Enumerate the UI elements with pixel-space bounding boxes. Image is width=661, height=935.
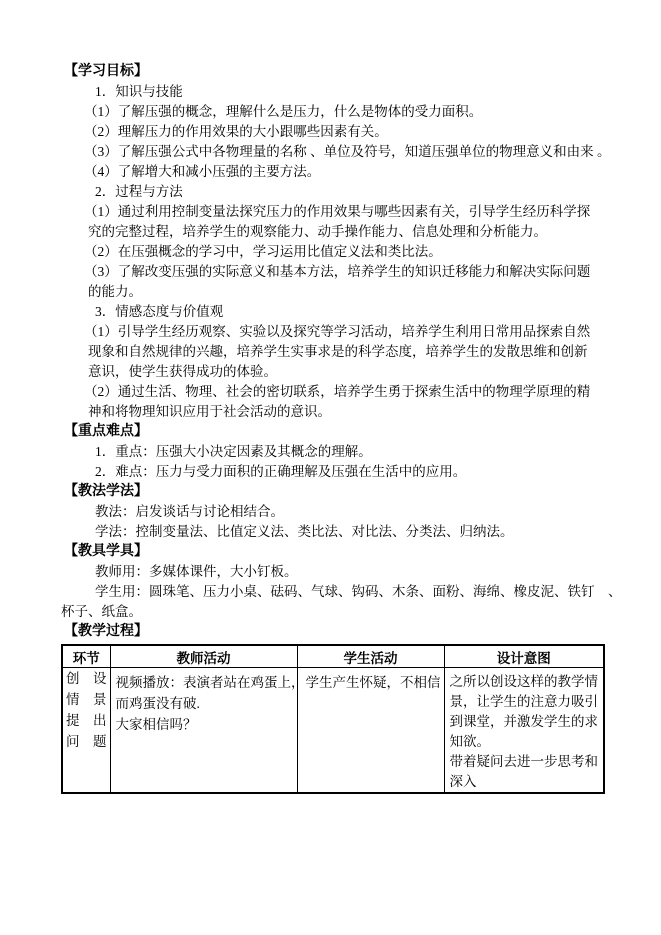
document-text-line: 学生用：圆珠笔、压力小桌、砝码、气球、钩码、木条、面粉、海绵、橡皮泥、铁钉 、	[95, 584, 622, 599]
document-text-line: 杯子、纸盒。	[61, 604, 142, 619]
document-text-line: 教师用：多媒体课件，大小钉板。	[95, 564, 298, 579]
stage-cell	[62, 668, 110, 794]
stage-text-line: 问 题	[66, 734, 107, 749]
stage-text	[63, 668, 110, 752]
table-header-row	[62, 645, 604, 668]
document-text-line: 究的完整过程，培养学生的观察能力、动手操作能力、信息处理和分析能力。	[88, 224, 547, 239]
design-intent-line: 知欲。	[449, 734, 490, 749]
document-text-line: 的能力。	[88, 284, 142, 299]
document-text-line: 学法：控制变量法、比值定义法、类比法、对比法、分类法、归纳法。	[95, 524, 514, 539]
table-header-intent: 设计意图	[444, 645, 604, 668]
document-text-line: 神和将物理知识应用于社会活动的意识。	[88, 404, 331, 419]
document-text-line: 3．情感态度与价值观	[95, 304, 224, 319]
table-header-teacher: 教师活动	[110, 645, 297, 668]
teacher-activity-line: 视频播放：表演者站在鸡蛋上，	[115, 675, 305, 690]
teacher-activity-text	[111, 668, 305, 735]
document-text-line: （3）了解改变压强的实际意义和基本方法，培养学生的知识迁移能力和解决实际问题	[84, 264, 591, 279]
document-text-line: 1．重点：压强大小决定因素及其概念的理解。	[95, 444, 372, 459]
stage-text-line: 提 出	[66, 713, 107, 728]
table-row	[62, 668, 604, 794]
teacher-activity-line: 而鸡蛋没有破.	[115, 696, 200, 711]
document-text-line: （1）引导学生经历观察、实验以及探究等学习活动，培养学生利用日常用品探索自然	[84, 324, 591, 339]
document-text-line: 【教法学法】	[64, 484, 148, 499]
document-body	[0, 62, 661, 642]
document-text-line: 1．知识与技能	[95, 84, 183, 99]
teacher-activity-cell	[110, 668, 305, 794]
design-intent-line: 到课堂，并激发学生的求	[449, 714, 598, 729]
document-text-line: 意识，使学生获得成功的体验。	[88, 364, 277, 379]
document-text-line: 教法：启发谈话与讨论相结合。	[95, 504, 284, 519]
design-intent-line: 景，让学生的注意力吸引	[449, 694, 598, 709]
student-activity-line: 学生产生怀疑，不相信	[305, 675, 441, 690]
document-text-line: （2）通过生活、物理、社会的密切联系，培养学生勇于探索生活中的物理学原理的精	[84, 384, 591, 399]
design-intent-line: 深入	[449, 774, 477, 789]
document-text-line: 【重点难点】	[64, 424, 148, 439]
table-header-student: 学生活动	[297, 645, 444, 668]
document-text-line: 2．过程与方法	[95, 184, 183, 199]
teacher-activity-line: 大家相信吗？	[115, 717, 197, 732]
design-intent-text	[445, 668, 604, 792]
document-text-line: （2）理解压力的作用效果的大小跟哪些因素有关。	[84, 124, 388, 139]
document-text-line: 【学习目标】	[64, 64, 148, 79]
stage-text-line: 情 景	[66, 692, 107, 707]
document-text-line: （3）了解压强公式中各物理量的名称 、单位及符号，知道压强单位的物理意义和由来 。	[84, 144, 611, 159]
document-text-line: （1）了解压强的概念，理解什么是压力，什么是物体的受力面积。	[84, 104, 483, 119]
document-text-line: （4）了解增大和减小压强的主要方法。	[84, 164, 321, 179]
stage-text-line: 创 设	[66, 671, 107, 686]
document-text-line: （1）通过利用控制变量法探究压力的作用效果与哪些因素有关，引导学生经历科学探	[84, 204, 591, 219]
document-text-line: 【教学过程】	[64, 624, 148, 639]
document-text-line: 现象和自然规律的兴趣，培养学生实事求是的科学态度，培养学生的发散思维和创新	[88, 344, 588, 359]
student-activity-text	[298, 668, 444, 693]
student-activity-cell	[297, 668, 444, 794]
document-text-line: （2）在压强概念的学习中，学习运用比值定义法和类比法。	[84, 244, 442, 259]
table-header-stage: 环节	[62, 645, 110, 668]
design-intent-line: 之所以创设这样的教学情	[449, 674, 598, 689]
design-intent-line: 带着疑问去进一步思考和	[449, 754, 598, 769]
design-intent-cell	[444, 668, 604, 794]
document-text-line: 【教具学具】	[64, 544, 148, 559]
document-text-line: 2．难点：压力与受力面积的正确理解及压强在生活中的应用。	[95, 464, 467, 479]
teaching-process-table	[61, 644, 605, 794]
